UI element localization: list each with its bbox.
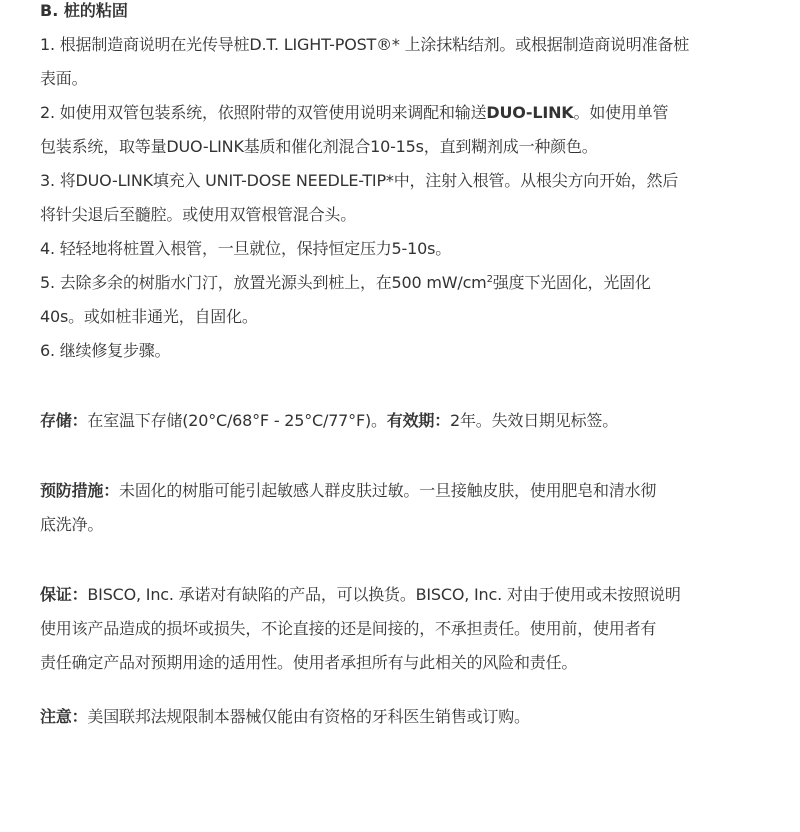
duo-link-bold: DUO-LINK bbox=[486, 103, 574, 122]
step-5-text-end: 强度下光固化，光固化 bbox=[492, 273, 651, 292]
shelf-life-label: 有效期： bbox=[386, 411, 451, 430]
warranty-label: 保证： bbox=[40, 585, 88, 604]
precautions-line-2: 底洗净。 bbox=[40, 515, 104, 534]
warranty-text: BISCO, Inc. 承诺对有缺陷的产品，可以换货。BISCO, Inc. 对由于使用或未按照说明 bbox=[87, 585, 681, 604]
step-5-text: 5. 去除多余的树脂水门汀，放置光源头到桩上，在500 mW/cm bbox=[40, 273, 487, 292]
shelf-life-text: 2年。失效日期见标签。 bbox=[450, 411, 618, 430]
step-5-line-2: 40s。或如桩非通光，自固化。 bbox=[40, 307, 258, 326]
storage-label: 存储： bbox=[40, 411, 88, 430]
warranty-line-1 bbox=[40, 584, 681, 606]
storage-text: 在室温下存储(20°C/68°F - 25°C/77°F)。 bbox=[87, 411, 387, 430]
warranty-line-3: 责任确定产品对预期用途的适用性。使用者承担所有与此相关的风险和责任。 bbox=[40, 653, 578, 672]
step-3-line-1: 3. 将DUO-LINK填充入 UNIT-DOSE NEEDLE-TIP*中，注射入根管。从根尖方向开始，然后 bbox=[40, 171, 679, 190]
superscript-2: 2 bbox=[486, 274, 493, 285]
notice-text: 美国联邦法规限制本器械仅能由有资格的牙科医生销售或订购。 bbox=[87, 707, 530, 726]
step-6-line-1: 6. 继续修复步骤。 bbox=[40, 341, 171, 360]
precautions-text: 未固化的树脂可能引起敏感人群皮肤过敏。一旦接触皮肤，使用肥皂和清水彻 bbox=[119, 481, 657, 500]
step-3-line-2: 将针尖退后至髓腔。或使用双管根管混合头。 bbox=[40, 205, 357, 224]
section-title: B. 桩的粘固 bbox=[40, 1, 128, 20]
precautions-line-1 bbox=[40, 480, 656, 502]
precautions-label: 预防措施： bbox=[40, 481, 120, 500]
warranty-line-2: 使用该产品造成的损坏或损失，不论直接的还是间接的，不承担责任。使用前，使用者有 bbox=[40, 619, 657, 638]
step-5-line-1 bbox=[40, 272, 651, 294]
step-2-text-end: 。如使用单管 bbox=[573, 103, 669, 122]
storage-paragraph bbox=[40, 410, 618, 432]
step-4-line-1: 4. 轻轻地将桩置入根管，一旦就位，保持恒定压力5-10s。 bbox=[40, 239, 452, 258]
step-2-line-2: 包装系统，取等量DUO-LINK基质和催化剂混合10-15s，直到糊剂成一种颜色。 bbox=[40, 137, 598, 156]
notice-paragraph bbox=[40, 706, 530, 728]
step-2-text: 2. 如使用双管包装系统，依照附带的双管使用说明来调配和输送 bbox=[40, 103, 487, 122]
step-1-line-1: 1. 根据制造商说明在光传导桩D.T. LIGHT-POST®* 上涂抹粘结剂。或根据制造商说明准备桩 bbox=[40, 35, 690, 54]
notice-label: 注意： bbox=[40, 707, 88, 726]
step-2-line-1 bbox=[40, 102, 668, 124]
step-1-line-2: 表面。 bbox=[40, 69, 88, 88]
